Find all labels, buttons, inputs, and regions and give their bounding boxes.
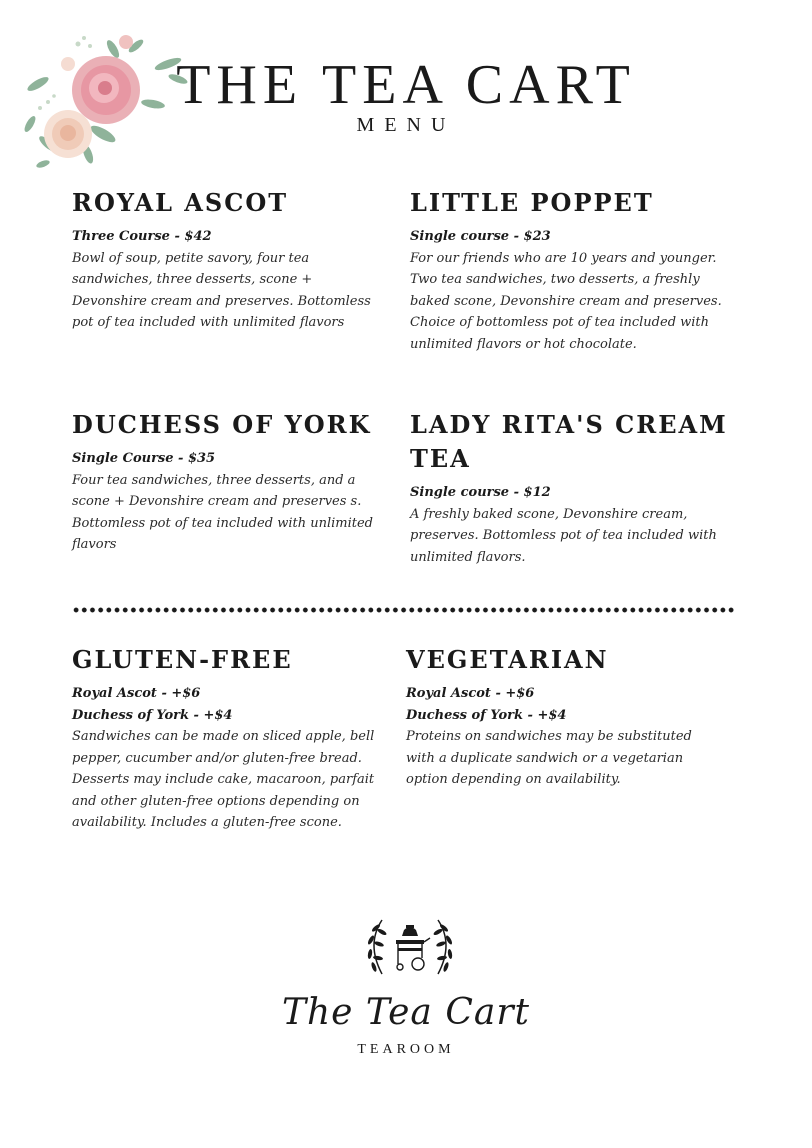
option-title: GLUTEN-FREE: [72, 645, 293, 674]
menu-item-description: Four tea sandwiches, three desserts, and a scone + Devonshire cream and preserves s. Bottomless pot of tea included with unlimited flavors: [72, 472, 373, 552]
option-title: VEGETARIAN: [406, 645, 609, 674]
menu-item-price: Single Course - $35: [72, 451, 216, 466]
option-vegetarian: [406, 643, 724, 791]
menu-item-lady-ritas-cream-tea: [410, 408, 728, 568]
option-description: Proteins on sandwiches may be substituted with a duplicate sandwich or a vegetarian option depending on availability.: [406, 729, 692, 787]
footer-tagline: TEAROOM: [357, 1042, 455, 1057]
tea-cart-laurel-icon: [360, 912, 460, 982]
option-price: Duchess of York - +$4: [406, 707, 567, 723]
footer-script-name: The Tea Cart: [281, 992, 531, 1033]
menu-item-title: ROYAL ASCOT: [72, 188, 289, 217]
option-gluten-free: [72, 643, 390, 834]
menu-item-description: Bowl of soup, petite savory, four tea sandwiches, three desserts, scone + Devonshire cream and preserves. Bottomless pot of tea included with unlimited flavors: [72, 250, 371, 330]
menu-item-duchess-of-york: [72, 408, 390, 556]
option-price: Duchess of York - +$4: [72, 707, 233, 723]
menu-item-title: LADY RITA'S CREAM TEA: [410, 410, 728, 473]
menu-item-price: Three Course - $42: [72, 229, 212, 244]
menu-item-title: LITTLE POPPET: [410, 188, 654, 217]
dotted-divider: [72, 606, 734, 614]
page-title: THE TEA CART: [176, 54, 636, 116]
menu-item-price: Single course - $23: [410, 229, 551, 244]
option-price: Royal Ascot - +$6: [406, 686, 535, 701]
menu-item-description: For our friends who are 10 years and younger. Two tea sandwiches, two desserts, a freshly baked scone, Devonshire cream and preserves. Choice of bottomless pot of tea included with unlimited flavors or hot chocolate.: [410, 250, 722, 352]
menu-item-price: Single course - $12: [410, 485, 551, 500]
menu-item-title: DUCHESS OF YORK: [72, 410, 372, 439]
menu-item-royal-ascot: [72, 186, 390, 334]
option-price: Royal Ascot - +$6: [72, 686, 201, 701]
page-subtitle: MENU: [356, 114, 456, 136]
option-description: Sandwiches can be made on sliced apple, bell pepper, cucumber and/or gluten-free bread. Desserts may include cake, macaroon, parfait and other gluten-free options depending on availability. Includes a gluten-free scone.: [72, 729, 375, 830]
menu-item-little-poppet: [410, 186, 728, 355]
menu-item-description: A freshly baked scone, Devonshire cream, preserves. Bottomless pot of tea included with unlimited flavors.: [410, 506, 717, 565]
